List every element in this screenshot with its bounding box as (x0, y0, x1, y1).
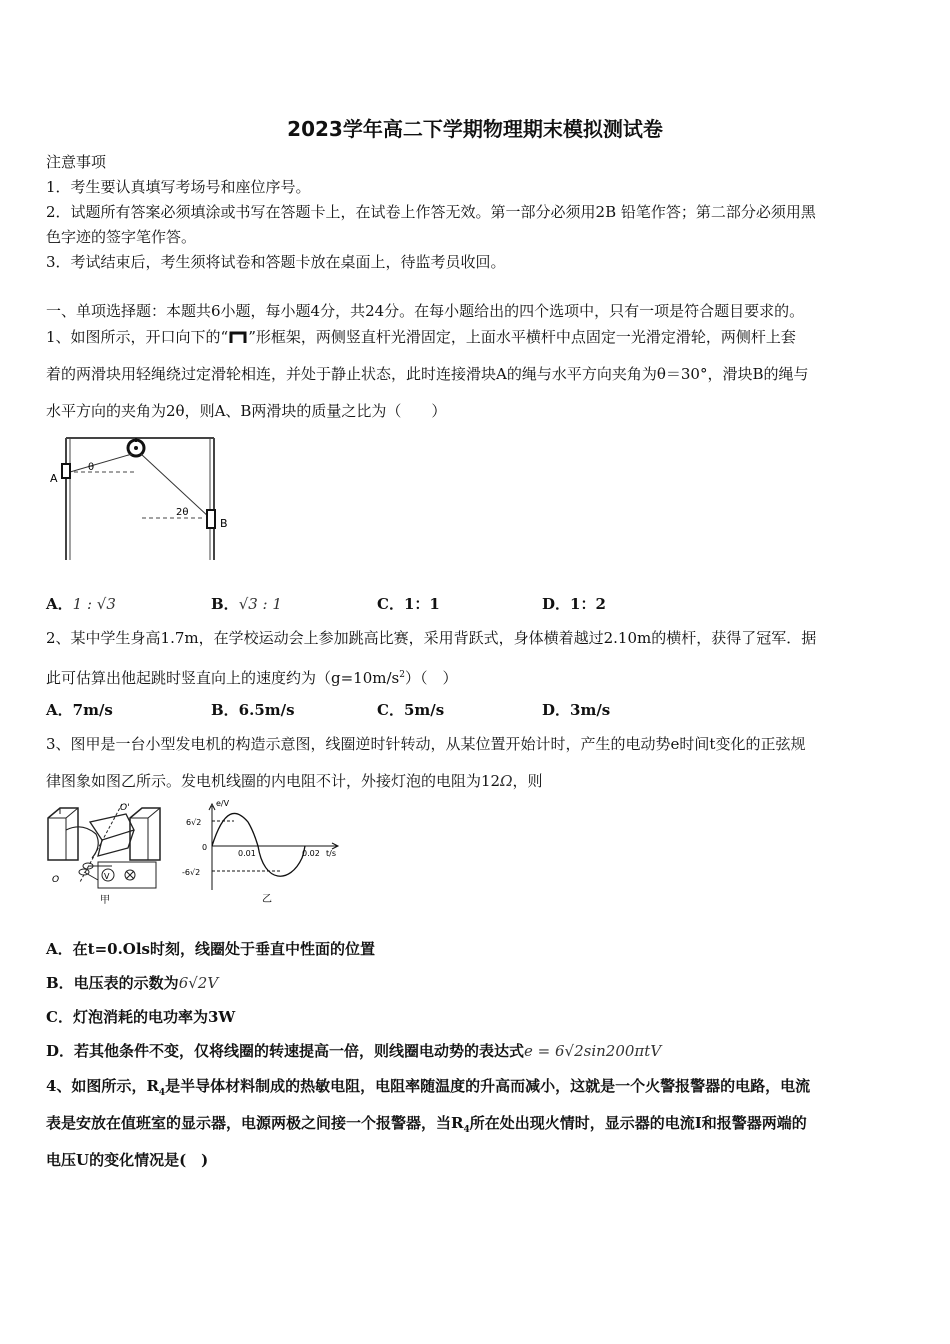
q4-sub: 4 (158, 1088, 166, 1098)
option-math: 6√2V (178, 974, 219, 992)
notice-heading: 注意事项 (46, 153, 107, 171)
page-title: 2023学年高二下学期物理期末模拟测试卷 (287, 117, 663, 141)
q3-option-a[interactable]: A．在t=0.Ols时刻，线圈处于垂直中性面的位置 (46, 940, 376, 958)
question-1-text (46, 327, 796, 347)
y-tick-bottom: -6√2 (182, 868, 201, 877)
q4-line1b: 是半导体材料制成的热敏电阻，电阻率随温度的升高而减小，这就是一个火警报警器的电路，电流 (165, 1077, 811, 1095)
question-4-line2 (46, 1113, 807, 1140)
q3-line2a: 律图象如图乙所示。发电机线圈的内电阻不计，外接灯泡的电阻为12 (46, 772, 501, 790)
q2-option-a[interactable]: A．7m/s (46, 701, 113, 719)
q1-line1a: 1、如图所示，开口向下的“ (46, 328, 229, 346)
option-letter: A． (46, 595, 73, 613)
question-4-line1 (46, 1076, 810, 1103)
notice-item: 2．试题所有答案必须填涂或书写在答题卡上，在试卷上作答无效。第一部分必须用2B 铅笔作答；第二部分必须用黑 (46, 203, 816, 221)
option-letter: D． (542, 595, 571, 613)
emf-sine-graph (178, 798, 348, 908)
caption-yi: 乙 (262, 894, 272, 905)
x-tick-1: 0.01 (238, 849, 256, 858)
q3-line2b: ，则 (512, 772, 543, 790)
q1-option-b[interactable] (211, 594, 282, 614)
q3-option-c[interactable]: C．灯泡消耗的电功率为3W (46, 1008, 236, 1026)
q2-line2a: 此可估算出他起跳时竖直向上的速度约为（g=10m/s (46, 669, 400, 687)
q2-option-d[interactable]: D．3m/s (542, 701, 611, 719)
label-a: A (50, 472, 58, 485)
caption-jia: 甲 (100, 895, 110, 905)
origin-label: 0 (202, 843, 208, 852)
notice-item: 1．考生要认真填写考场号和座位序号。 (46, 178, 311, 196)
option-letter: C． (377, 595, 404, 613)
q2-option-b[interactable]: B．6.5m/s (211, 701, 295, 719)
q3-option-b[interactable] (46, 973, 218, 993)
label-o: O (52, 875, 60, 885)
option-math: 1：1 (403, 595, 440, 613)
q2-option-c[interactable]: C．5m/s (377, 701, 445, 719)
q1-option-c[interactable] (377, 594, 440, 614)
frame-symbol-icon (228, 329, 248, 343)
question-3-line2 (46, 771, 543, 791)
q1-option-d[interactable] (542, 594, 606, 614)
question-3-line1: 3、图甲是一台小型发电机的构造示意图，线圈逆时针转动，从某位置开始计时，产生的电动势e时间t变化的正弦规 (46, 735, 806, 753)
q3-option-d[interactable] (46, 1041, 661, 1061)
option-math: 1 : √3 (72, 595, 116, 613)
q1-line1b: ”形框架，两侧竖直杆光滑固定，上面水平横杆中点固定一光滑定滑轮，两侧杆上套 (248, 328, 796, 346)
q2-sup: 2 (399, 670, 405, 680)
q4-line1a: 4、如图所示，R (46, 1077, 159, 1095)
question-4-line3: 电压U的变化情况是( ) (46, 1151, 209, 1169)
question-1-line3: 水平方向的夹角为2θ，则A、B两滑块的质量之比为（ ） (46, 402, 447, 420)
generator-figure (42, 800, 167, 905)
ohm-symbol: Ω (500, 772, 513, 790)
option-text: D．若其他条件不变，仅将线圈的转速提高一倍，则线圈电动势的表达式 (46, 1042, 525, 1060)
option-letter: B． (211, 595, 239, 613)
svg-text:V: V (104, 872, 110, 881)
question-2-line2 (46, 665, 458, 688)
label-two-theta: 2θ (176, 507, 189, 518)
x-tick-2: 0.02 (302, 849, 320, 858)
q4-line2a: 表是安放在值班室的显示器，电源两极之间接一个报警器，当R (46, 1114, 464, 1132)
pulley-frame-figure (44, 430, 244, 570)
q4-line2b: 所在处出现火情时，显示器的电流I和报警器两端的 (469, 1114, 807, 1132)
y-axis-label: e/V (216, 799, 230, 808)
notice-item: 色字迹的签字笔作答。 (46, 228, 197, 246)
option-math: √3 : 1 (238, 595, 282, 613)
question-2-line1: 2、某中学生身高1.7m，在学校运动会上参加跳高比赛，采用背跃式，身体横着越过2.10m的横杆，获得了冠军．据 (46, 629, 817, 647)
q1-option-a[interactable] (46, 594, 116, 614)
option-math: 1：2 (570, 595, 606, 613)
label-o-prime: O' (120, 803, 130, 813)
x-axis-label: t/s (326, 849, 336, 858)
label-theta: θ (88, 462, 95, 473)
label-b: B (220, 517, 228, 530)
q2-line2b: ）（ ） (404, 669, 458, 687)
notice-item: 3．考试结束后，考生须将试卷和答题卡放在桌面上，待监考员收回。 (46, 253, 506, 271)
q4-sub: 4 (463, 1125, 470, 1135)
option-math: e = 6√2sin200πtV (524, 1042, 662, 1060)
option-text: B．电压表的示数为 (46, 974, 179, 992)
section-heading: 一、单项选择题：本题共6小题，每小题4分，共24分。在每小题给出的四个选项中，只有一项是符合题目要求的。 (46, 302, 805, 320)
y-tick-top: 6√2 (186, 818, 202, 827)
question-1-line2: 着的两滑块用轻绳绕过定滑轮相连，并处于静止状态，此时连接滑块A的绳与水平方向夹角为θ＝30°，滑块B的绳与 (46, 365, 809, 383)
